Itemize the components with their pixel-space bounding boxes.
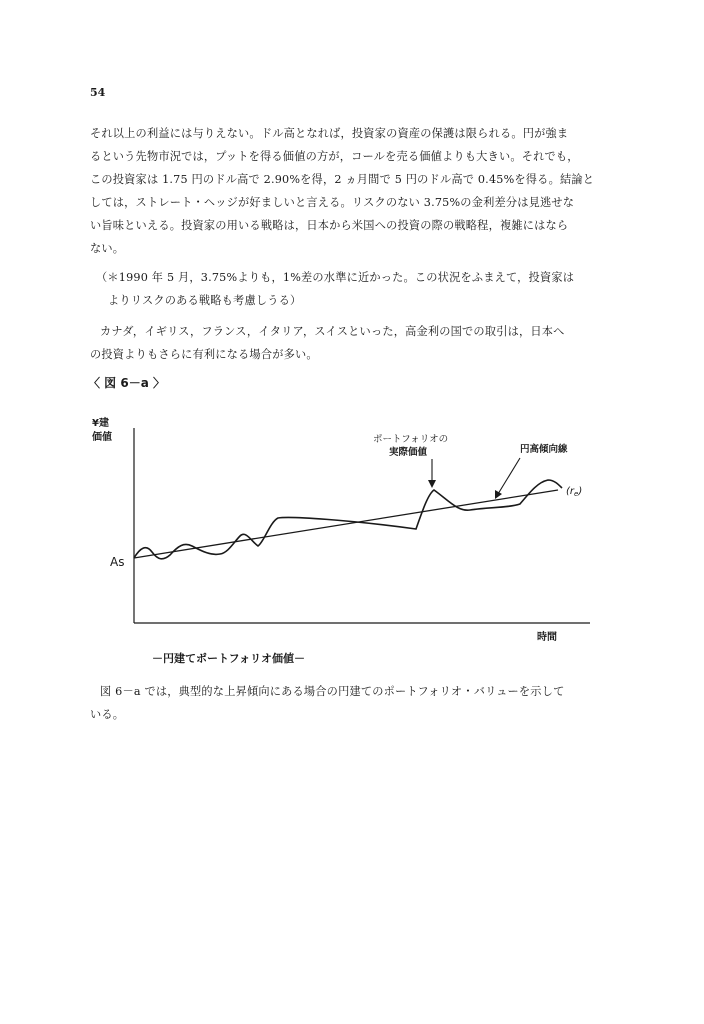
text-line: るという先物市況では，プットを得る価値の方が，コールを売る価値よりも大きい。それでも，	[90, 150, 579, 163]
note	[90, 266, 610, 312]
note-line: （＊1990 年 5 月，3.75%よりも，1%差の水準に近かった。この状況をふまえて，投資家は	[96, 271, 575, 284]
portfolio-annotation: ポートフォリオの	[373, 434, 449, 445]
text-line: この投資家は 1.75 円のドル高で 2.90%を得，2 ヵ月間で 5 円のドル高で 0.45%を得る。結論と	[90, 173, 595, 186]
text-line: 図 6－a では，典型的な上昇傾向にある場合の円建てのポートフォリオ・バリューを示して	[100, 685, 565, 698]
text-line: それ以上の利益には与りえない。ドル高となれば，投資家の資産の保護は限られる。円が強ま	[90, 127, 569, 140]
arrow-head-icon	[428, 480, 436, 488]
trend-line	[134, 490, 558, 558]
figure-caption: －円建てポートフォリオ価値－	[152, 652, 306, 665]
text-line: カナダ，イギリス，フランス，イタリア，スイスといった，高金利の国での取引は，日本へ	[100, 325, 565, 338]
text-line: いる。	[90, 708, 125, 721]
note-line: よりリスクのある戦略も考慮しうる）	[108, 294, 302, 307]
portfolio-annotation: 実際価値	[389, 447, 428, 458]
text-line: ない。	[90, 242, 125, 255]
text-line: い旨味といえる。投資家の用いる戦略は，日本から米国への投資の際の戦略程，複雑にはなら	[90, 219, 569, 232]
paragraph-2	[90, 320, 610, 366]
y-axis-label: ¥建	[92, 418, 109, 429]
trend-symbol: $(r_e)$	[566, 486, 583, 498]
text-line: の投資よりもさらに有利になる場合が多い。	[90, 348, 318, 361]
figure-label: 〈 図 6－a 〉	[88, 376, 165, 390]
y-axis-label: 価値	[92, 432, 112, 443]
trend-arrow	[498, 458, 520, 494]
x-axis-label: 時間	[537, 632, 557, 643]
page-number: 54	[90, 86, 106, 99]
text-line: しては，ストレート・ヘッジが好ましいと言える。リスクのない 3.75%の金利差分は見逃せな	[90, 196, 575, 209]
arrow-head-icon	[495, 490, 502, 499]
figure-6a	[90, 410, 610, 670]
paragraph-3	[90, 680, 610, 726]
paragraph-1	[90, 122, 610, 260]
trend-annotation: 円高傾向線	[520, 444, 568, 455]
start-label: As	[110, 555, 125, 569]
